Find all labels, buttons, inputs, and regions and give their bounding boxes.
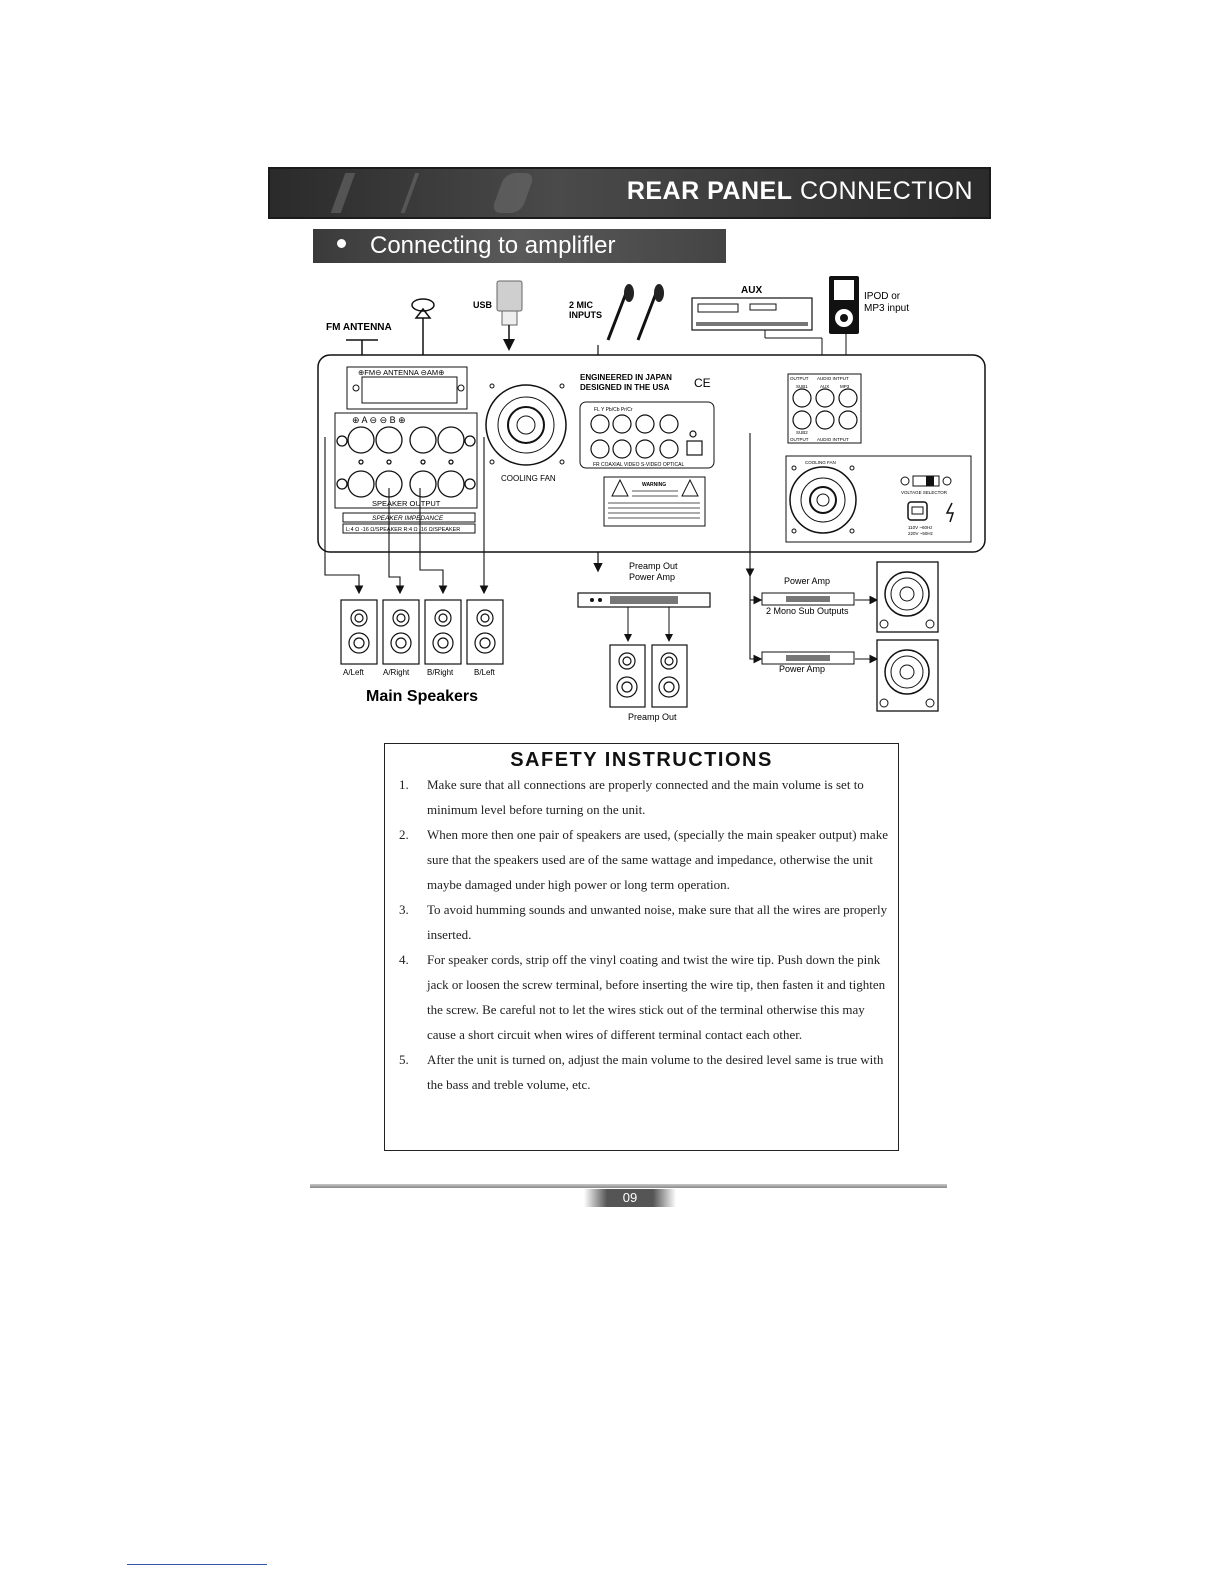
power-amp-label: Power Amp [629, 572, 676, 582]
safety-instructions-box [384, 743, 899, 1151]
designed-label: DESIGNED IN THE USA [580, 383, 670, 392]
impedance-values: L:4 Ω -16 Ω/SPEAKER R:4 Ω -16 Ω/SPEAKER [346, 527, 461, 533]
page-title: REAR PANEL CONNECTION [626, 177, 973, 205]
power-amp-middle [578, 593, 710, 640]
mic-label: 2 MIC [569, 300, 594, 310]
antenna-panel-label: ⊕FM⊖ ANTENNA ⊖AM⊕ [358, 368, 445, 377]
ce-mark: CE [694, 376, 711, 390]
safety-item: 5. After the unit is turned on, adjust the main volume to the desired level same is true with the bass and treble volume, etc. [399, 1052, 884, 1092]
audio-input-label: AUDIO INTPUT [817, 437, 849, 442]
speaker-label: A/Left [343, 668, 364, 677]
page-number: 09 [622, 1190, 638, 1205]
subwoofer-top [877, 562, 938, 632]
engineered-label: ENGINEERED IN JAPAN [580, 373, 672, 382]
ab-label: ⊕ A ⊖ ⊖ B ⊕ [352, 415, 406, 425]
rear-panel-diagram [0, 0, 1224, 740]
safety-item: 2. When more then one pair of speakers are used, (specially the main speaker output) make sure that the speakers used are of the same wattage and impedance, otherwise the unit maybe damaged under high power or long term operation. [399, 827, 888, 892]
power-amp-label: Power Amp [779, 664, 826, 674]
output-label: OUTPUT [790, 376, 809, 381]
mono-sub-label: 2 Mono Sub Outputs [766, 606, 849, 616]
fm-antenna-label: FM ANTENNA [326, 322, 392, 333]
voltage-220-label: 220V ~50Hz [908, 531, 933, 536]
audio-input-label: AUDIO INTPUT [817, 376, 849, 381]
output-label: OUTPUT [790, 437, 809, 442]
safety-item: 3. To avoid humming sounds and unwanted noise, make sure that all the wires are properly inserted. [399, 902, 888, 942]
aux-small-label: AUX [820, 384, 830, 389]
aux-label: AUX [741, 285, 763, 296]
warning-label: WARNING [642, 482, 667, 488]
footer-underline [127, 1564, 267, 1565]
main-speakers [341, 600, 503, 664]
ipod-label: IPOD or [864, 291, 901, 302]
cooling-fan-label: COOLING FAN [501, 474, 556, 483]
power-amp-right-bottom [762, 652, 854, 664]
subwoofer-bottom [877, 640, 938, 711]
cooling-fan-label: COOLING FAN [805, 460, 836, 465]
page-number-box [584, 1189, 676, 1207]
sub1-label: SUB1 [796, 384, 808, 389]
preamp-label: Preamp Out [628, 712, 677, 722]
speaker-label: B/Left [474, 668, 495, 677]
video-labels: FL Y Pb/Cb Pr/Cr [594, 407, 633, 413]
speaker-impedance-label: SPEAKER IMPEDANCE [372, 515, 444, 522]
speaker-label: B/Right [427, 668, 454, 677]
preamp-label: Preamp Out [629, 561, 678, 571]
mp3-small-label: MP3 [840, 384, 850, 389]
safety-list [399, 772, 889, 1097]
sub2-label: SUB2 [796, 430, 808, 435]
safety-item: 1. Make sure that all connections are properly connected and the main volume is set to minimum level before turning on the unit. [399, 777, 864, 817]
speaker-output-label: SPEAKER OUTPUT [372, 499, 441, 508]
voltage-110-label: 110V ~60Hz [908, 525, 933, 530]
usb-icon [497, 281, 522, 348]
power-amp-right-top [762, 593, 854, 605]
speaker-label: A/Right [383, 668, 410, 677]
safety-title: SAFETY INSTRUCTIONS [510, 749, 773, 771]
footer-divider [310, 1184, 947, 1188]
main-speakers-label: Main Speakers [366, 688, 479, 705]
power-amp-label: Power Amp [784, 576, 831, 586]
section-title: Connecting to amplifler [337, 232, 615, 260]
ipod-label: MP3 input [864, 303, 910, 314]
video-bottom-labels: FR COAXIAL VIDEO S-VIDEO OPTICAL [593, 462, 685, 468]
mic-label: INPUTS [569, 310, 603, 320]
safety-item: 4. For speaker cords, strip off the vinyl coating and twist the wire tip. Push down the pink jack or loosen the screw terminal, before inserting the wire tip, then fasten it and tighten the screw. Be careful not to let the wires stick out of the terminal otherwise this may cause a short circuit when wires of different terminal contact each other. [399, 952, 886, 1042]
voltage-selector-label: VOLTAGE SELECTOR [901, 490, 948, 495]
preamp-speakers [610, 645, 687, 707]
usb-label: USB [473, 300, 493, 310]
